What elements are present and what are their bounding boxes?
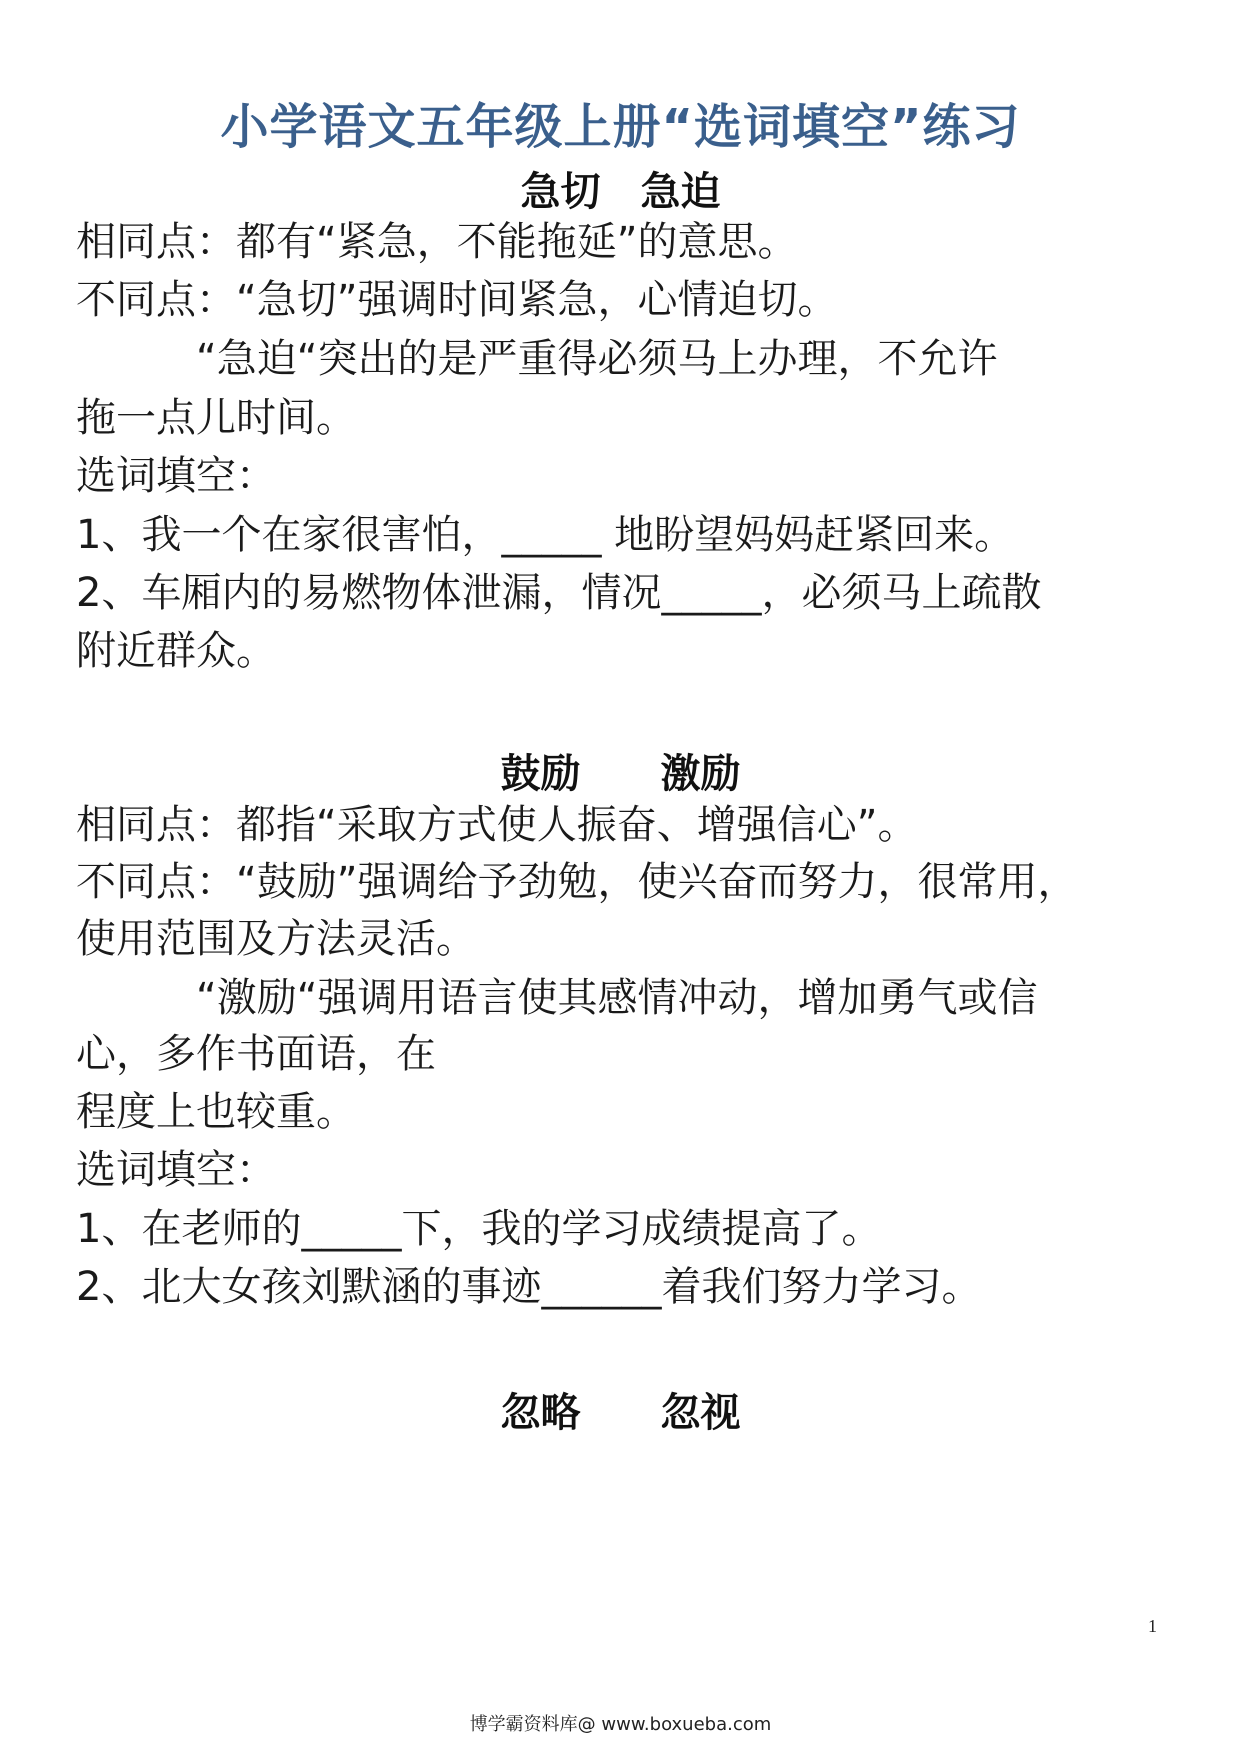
exercise-line: 2、北大女孩刘默涵的事迹______着我们努力学习。 — [76, 1264, 982, 1310]
exercise-line: 1、在老师的_____下，我的学习成绩提高了。 — [76, 1206, 882, 1252]
section-heading: 忽略 忽视 — [500, 1390, 741, 1436]
exercise-line: 附近群众。 — [76, 628, 276, 674]
text-line: 不同点：“急切”强调时间紧急，心情迫切。 — [76, 277, 838, 323]
section-heading: 鼓励 激励 — [500, 751, 741, 797]
exercise-line: 2、车厢内的易燃物体泄漏，情况_____，必须马上疏散 — [76, 570, 1042, 616]
text-line: 选词填空： — [76, 1147, 276, 1193]
text-line: “激励“强调用语言使其感情冲动，增加勇气或信 — [76, 975, 1038, 1021]
page-number: 1 — [1148, 1616, 1157, 1636]
footer-watermark: 博学霸资料库@ www.boxueba.com — [469, 1714, 772, 1735]
text-line: 选词填空： — [76, 453, 276, 499]
exercise-line: 1、我一个在家很害怕，_____ 地盼望妈妈赶紧回来。 — [76, 512, 1015, 558]
text-line: 使用范围及方法灵活。 — [76, 916, 476, 962]
page-title: 小学语文五年级上册“选词填空”练习 — [220, 99, 1021, 155]
text-line: “急迫“突出的是严重得必须马上办理，不允许 — [76, 336, 998, 382]
text-line: 相同点：都指“采取方式使人振奋、增强信心”。 — [76, 802, 918, 848]
text-line: 程度上也较重。 — [76, 1089, 356, 1135]
text-line: 心，多作书面语，在 — [76, 1031, 436, 1077]
text-line: 不同点：“鼓励”强调给予劲勉，使兴奋而努力，很常用， — [76, 859, 1078, 905]
text-line: 拖一点儿时间。 — [76, 395, 356, 441]
section-heading: 急切 急迫 — [520, 169, 721, 215]
text-line: 相同点：都有“紧急，不能拖延”的意思。 — [76, 219, 798, 265]
